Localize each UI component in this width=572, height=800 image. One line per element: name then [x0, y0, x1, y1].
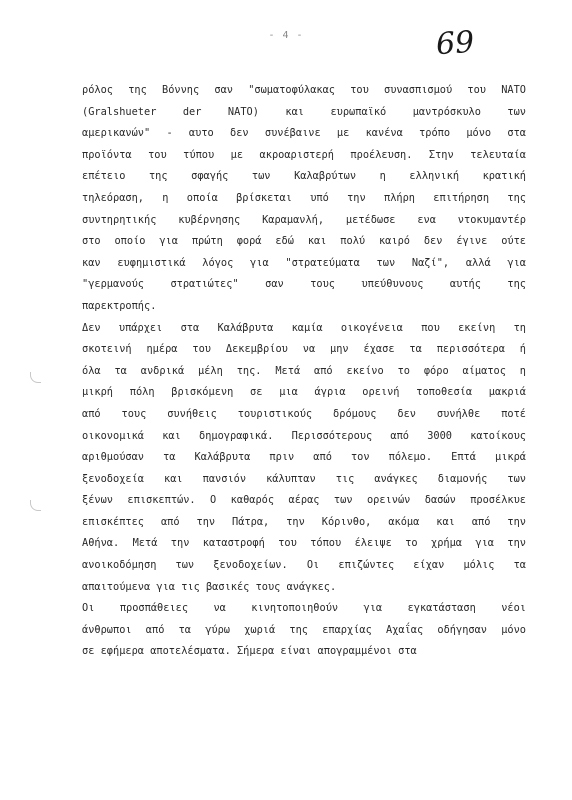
text-line: απαιτούμενα για τις βασικές τους ανάγκες. [82, 580, 337, 593]
handwritten-page-number: 69 [434, 24, 476, 63]
text-line: οικονομικά και δημογραφικά. Περισσότερους από 3000 κατοίκους [82, 429, 526, 442]
text-line: επισκέπτες από την Πάτρα, την Κόρινθο, ακόμα και από την [82, 515, 526, 528]
text-line: (Gralshueter der NATO) και ευρωπαϊκό μαντρόσκυλο των [82, 105, 526, 118]
text-line: άνθρωποι από τα γύρω χωριά της επαρχίας Αχαΐας οδήγησαν μόνο [82, 623, 526, 636]
text-line: παρεκτροπής. [82, 299, 157, 312]
text-line: συντηρητικής κυβέρνησης Καραμανλή, μετέδωσε ενα ντοκυμαντέρ [82, 213, 526, 226]
text-line: ανοικοδόμηση των ξενοδοχείων. Οι επιζώντες είχαν μόλις τα [82, 559, 526, 572]
text-line: ρόλος της Βόννης σαν "σωματοφύλακας του συνασπισμού του ΝΑΤΟ [82, 84, 526, 96]
page-number: - 4 - [268, 30, 304, 41]
text-line: αριθμούσαν τα Καλάβρυτα πριν από τον πόλεμο. Επτά μικρά [82, 451, 526, 464]
text-line: Οι προσπάθειες να κινητοποιηθούν για εγκατάσταση νέοι [82, 602, 526, 615]
text-line: καν ευφημιστικά λόγος για "στρατεύματα των Ναζί", αλλά για [82, 256, 526, 269]
text-line: όλα τα ανδρικά μέλη της. Μετά από εκείνο το φόρο αίματος η [82, 364, 526, 377]
text-line: αμερικανών" - αυτο δεν συνέβαινε με κανένα τρόπο μόνο στα [82, 127, 526, 140]
punch-hole-mark [30, 500, 41, 511]
text-line: Αθήνα. Μετά την καταστροφή του τόπου έλειψε το χρήμα για την [82, 537, 526, 550]
text-line: "γερμανούς στρατιώτες" σαν τους υπεύθυνους αυτής της [82, 278, 526, 291]
text-line: από τους συνήθεις τουριστικούς δρόμους δεν συνήλθε ποτέ [82, 407, 526, 420]
text-line: Δεν υπάρχει στα Καλάβρυτα καμία οικογένεια που εκείνη τη [82, 321, 526, 334]
text-line: επέτειο της σφαγής των Καλαβρύτων η ελληνική κρατική [82, 170, 526, 183]
text-line: σε εφήμερα αποτελέσματα. Σήμερα είναι απογραμμένοι στα [82, 645, 417, 658]
punch-hole-mark [30, 372, 41, 383]
text-line: ξενοδοχεία και πανσιόν κάλυπταν τις ανάγκες διαμονής των [82, 472, 526, 485]
text-line: σκοτεινή ημέρα του Δεκεμβρίου να μην έχασε τα περισσότερα ή [82, 343, 526, 356]
text-line: προϊόντα του τύπου με ακροαριστερή προέλευση. Στην τελευταία [82, 148, 526, 161]
text-line: ξένων επισκεπτών. Ο καθαρός αέρας των ορεινών δασών προσέλκυε [82, 494, 526, 507]
text-line: στο οποίο για πρώτη φορά εδώ και πολύ καιρό δεν έγινε ούτε [82, 235, 526, 248]
text-line: μικρή πόλη βρισκόμενη σε μια άγρια ορεινή τοποθεσία μακριά [82, 386, 526, 399]
text-line: τηλεόραση, η οποία βρίσκεται υπό την πλήρη επιτήρηση της [82, 191, 526, 204]
document-body [82, 80, 526, 663]
